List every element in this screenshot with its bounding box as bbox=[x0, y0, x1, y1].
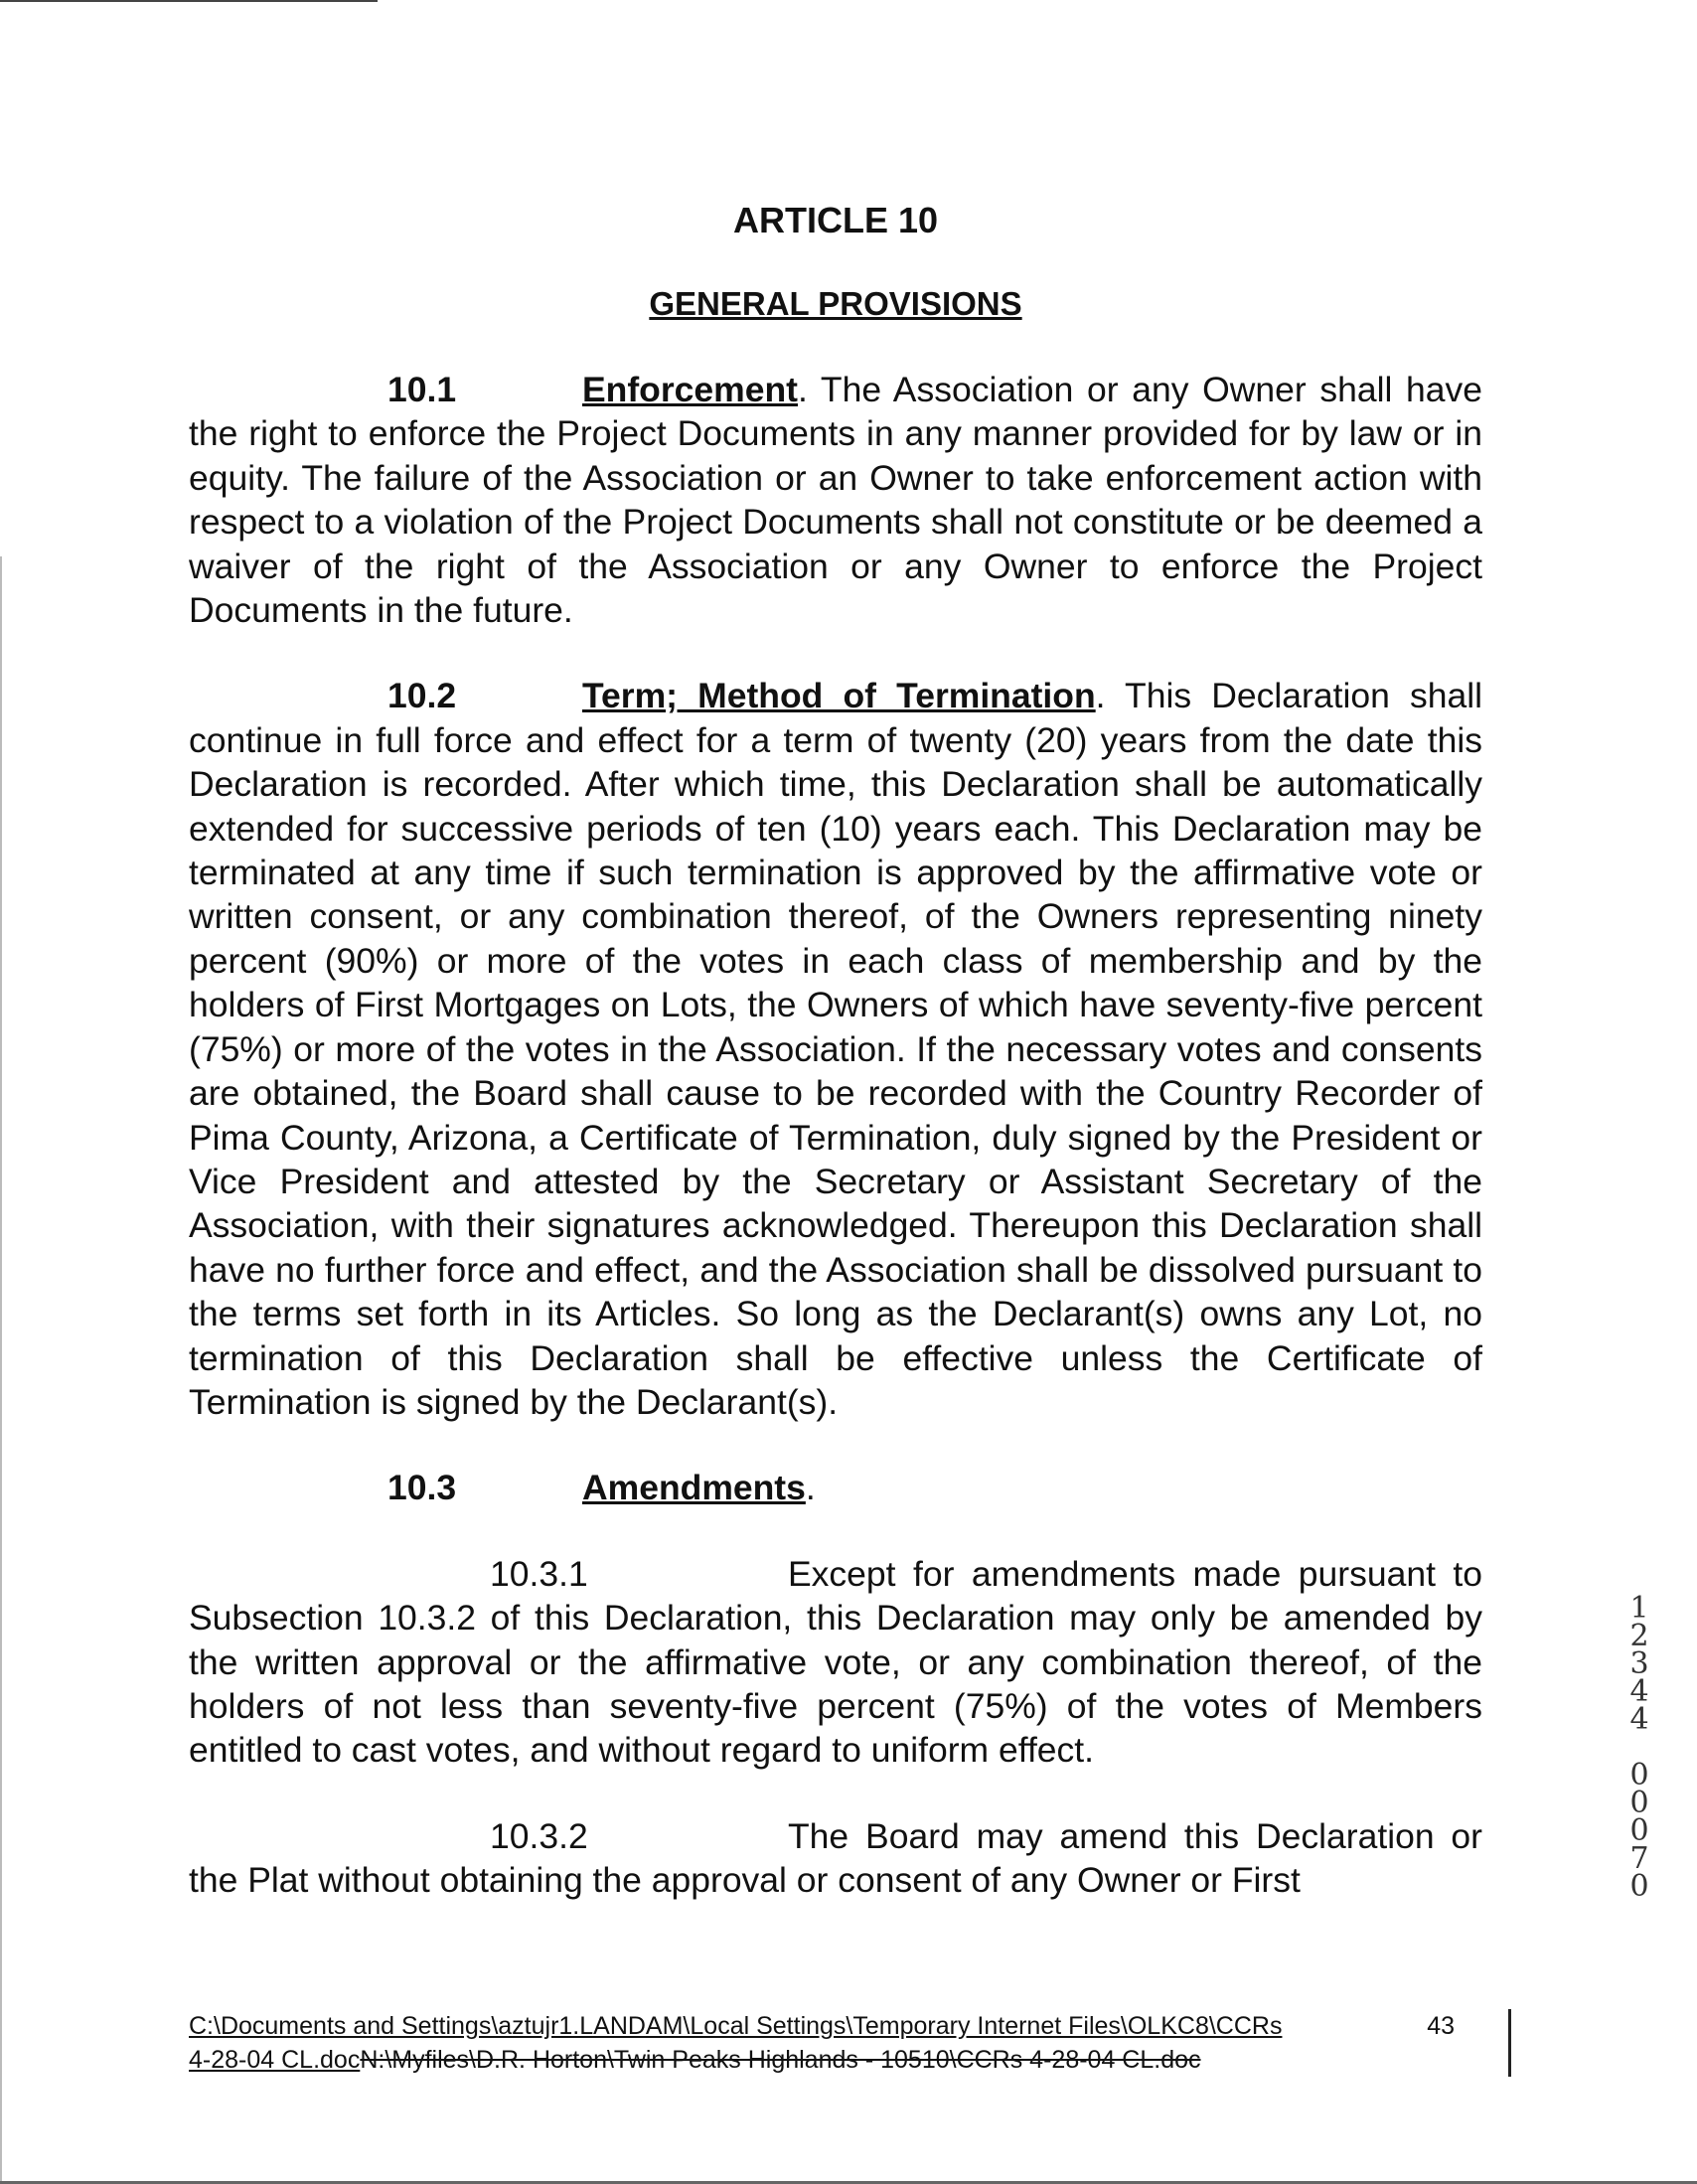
subsection-10-3-2 bbox=[189, 1814, 1482, 1903]
page-number: 43 bbox=[1427, 2012, 1455, 2040]
footer-path-line-1: C:\Documents and Settings\aztujr1.LANDAM\Local Settings\Temporary Internet Files\OLKC8\CCRs bbox=[189, 2012, 1283, 2040]
footer-file-path bbox=[189, 2009, 1421, 2077]
subsection-10-3-1 bbox=[189, 1552, 1482, 1773]
subsection-body: The Board may amend this Declaration or the Plat without obtaining the approval or consent of any Owner or First bbox=[189, 1815, 1482, 1901]
section-10-1 bbox=[189, 368, 1482, 632]
subsection-number: 10.3.1 bbox=[490, 1553, 588, 1594]
section-10-2 bbox=[189, 674, 1482, 1424]
article-heading: GENERAL PROVISIONS bbox=[649, 285, 1022, 322]
subsection-number: 10.3.2 bbox=[490, 1815, 588, 1856]
subsection-body: Except for amendments made pursuant to Subsection 10.3.2 of this Declaration, this Declaration may only be amended by the written approval or the affirmative vote, or any combination thereof, of the holders of not less than seventy-five percent (75%) of the votes of Members entitled to cast votes, and without regard to uniform effect. bbox=[189, 1553, 1482, 1771]
footer-path-struck: N:\Myfiles\D.R. Horton\Twin Peaks Highlands - 10510\CCRs 4-28-04 CL.doc bbox=[360, 2046, 1201, 2074]
recorder-stamp bbox=[1620, 1591, 1659, 1904]
section-title: Term; Method of Termination bbox=[582, 676, 1096, 716]
document-footer bbox=[189, 2009, 1482, 2077]
revision-change-bar bbox=[1508, 2009, 1511, 2077]
section-number: 10.1 bbox=[387, 370, 457, 409]
section-title-period: . bbox=[805, 1468, 816, 1508]
section-number: 10.3 bbox=[387, 1468, 457, 1508]
section-number: 10.2 bbox=[387, 676, 457, 716]
section-10-3 bbox=[189, 1466, 1482, 1509]
section-title: Amendments bbox=[582, 1468, 806, 1508]
section-title: Enforcement bbox=[582, 370, 798, 409]
article-title: ARTICLE 10 bbox=[732, 200, 939, 240]
document-body bbox=[189, 197, 1482, 1945]
footer-path-doc-name: 4-28-04 CL.doc bbox=[189, 2046, 361, 2074]
section-body: . This Declaration shall continue in full force and effect for a term of twenty (20) years from the date this Declaration is recorded. After which time, this Declaration shall be automatically extended for successive periods of ten (10) years each. This Declaration may be terminated at any time if such termination is approved by the affirmative vote or written consent, or any combination thereof, of the Owners representing ninety percent (90%) or more of the votes in each class of membership and by the holders of First Mortgages on Lots, the Owners of which have seventy-five percent (75%) or more of the votes in the Association. If the necessary votes and consents are obtained, the Board shall cause to be recorded with the Country Recorder of Pima County, Arizona, a Certificate of Termination, duly signed by the President or Vice President and attested by the Secretary or Assistant Secretary of the Association, with their signatures acknowledged. Thereupon this Declaration shall have no further force and effect, and the Association shall be dissolved pursuant to the terms set forth in its Articles. So long as the Declarant(s) owns any Lot, no termination of this Declaration shall be effective unless the Certificate of Termination is signed by the Declarant(s). bbox=[189, 676, 1482, 1422]
recorder-stamp-text: 1 2 3 4 4 0 0 0 7 0 bbox=[1629, 1591, 1649, 1904]
page-left-edge bbox=[0, 556, 2, 2182]
footer-path-line-2 bbox=[189, 2043, 1421, 2077]
section-body: . The Association or any Owner shall have the right to enforce the Project Documents in any manner provided for by law or in equity. The failure of the Association or an Owner to take enforcement action with respect to a violation of the Project Documents shall not constitute or be deemed a waiver of the right of the Association or any Owner to enforce the Project Documents in the future. bbox=[189, 370, 1482, 631]
page-top-rule bbox=[0, 0, 378, 2]
